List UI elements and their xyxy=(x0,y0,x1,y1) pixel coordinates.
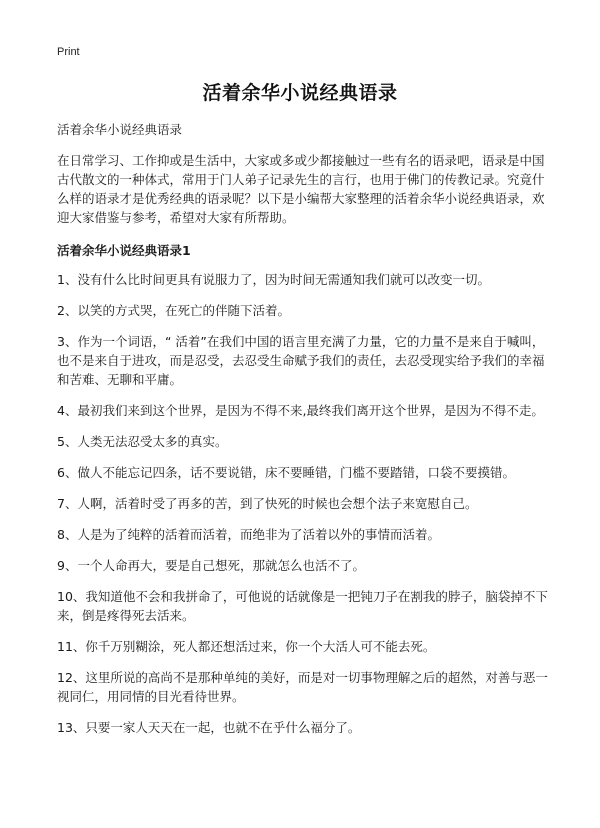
quote-item: 13、只要一家人天天在一起，也就不在乎什么福分了。 xyxy=(57,720,361,735)
quote-item: 3、作为一个词语，“ 活着”在我们中国的语言里充满了力量，它的力量不是来自于喊叫，也不是来自于进攻，而是忍受，去忍受生命赋予我们的责任，去忍受现实给予我们的幸福和苦难、无聊和平庸。 xyxy=(57,334,545,387)
document-body xyxy=(57,120,551,749)
intro-paragraph: 在日常学习、工作抑或是生活中，大家或多或少都接触过一些有名的语录吧，语录是中国古代散文的一种体式，常用于门人弟子记录先生的言行，也用于佛门的传教记录。究竟什么样的语录才是优秀经典的语录呢？以下是小编帮大家整理的活着余华小说经典语录，欢迎大家借鉴与参考，希望对大家有所帮助。 xyxy=(57,153,545,225)
quote-item: 8、人是为了纯粹的活着而活着，而绝非为了活着以外的事情而活着。 xyxy=(57,527,440,542)
quote-item: 12、这里所说的高尚不是那种单纯的美好，而是对一切事物理解之后的超然，对善与恶一视同仁，用同情的目光看待世界。 xyxy=(57,670,548,704)
quote-item: 5、人类无法忍受太多的真实。 xyxy=(57,434,228,449)
document-subtitle: 活着余华小说经典语录 xyxy=(57,122,183,137)
page-title: 活着余华小说经典语录 xyxy=(202,82,398,104)
quote-item: 10、我知道他不会和我拼命了，可他说的话就像是一把钝刀子在割我的脖子，脑袋掉不下来，倒是疼得死去活来。 xyxy=(57,589,548,623)
quote-item: 4、最初我们来到这个世界，是因为不得不来,最终我们离开这个世界，是因为不得不走。 xyxy=(57,403,544,418)
quote-item: 6、做人不能忘记四条，话不要说错，床不要睡错，门槛不要踏错，口袋不要摸错。 xyxy=(57,465,515,480)
quote-list xyxy=(57,270,551,737)
quote-item: 9、一个人命再大，要是自己想死，那就怎么也活不了。 xyxy=(57,558,365,573)
quote-item: 7、人啊，活着时受了再多的苦，到了快死的时候也会想个法子来宽慰自己。 xyxy=(57,496,478,511)
quote-item: 11、你千万别糊涂，死人都还想活过来，你一个大活人可不能去死。 xyxy=(57,639,436,654)
print-label: Print xyxy=(57,46,80,58)
section-heading: 活着余华小说经典语录1 xyxy=(57,243,191,258)
quote-item: 1、没有什么比时间更具有说服力了，因为时间无需通知我们就可以改变一切。 xyxy=(57,272,490,287)
quote-item: 2、以笑的方式哭，在死亡的伴随下活着。 xyxy=(57,303,290,318)
